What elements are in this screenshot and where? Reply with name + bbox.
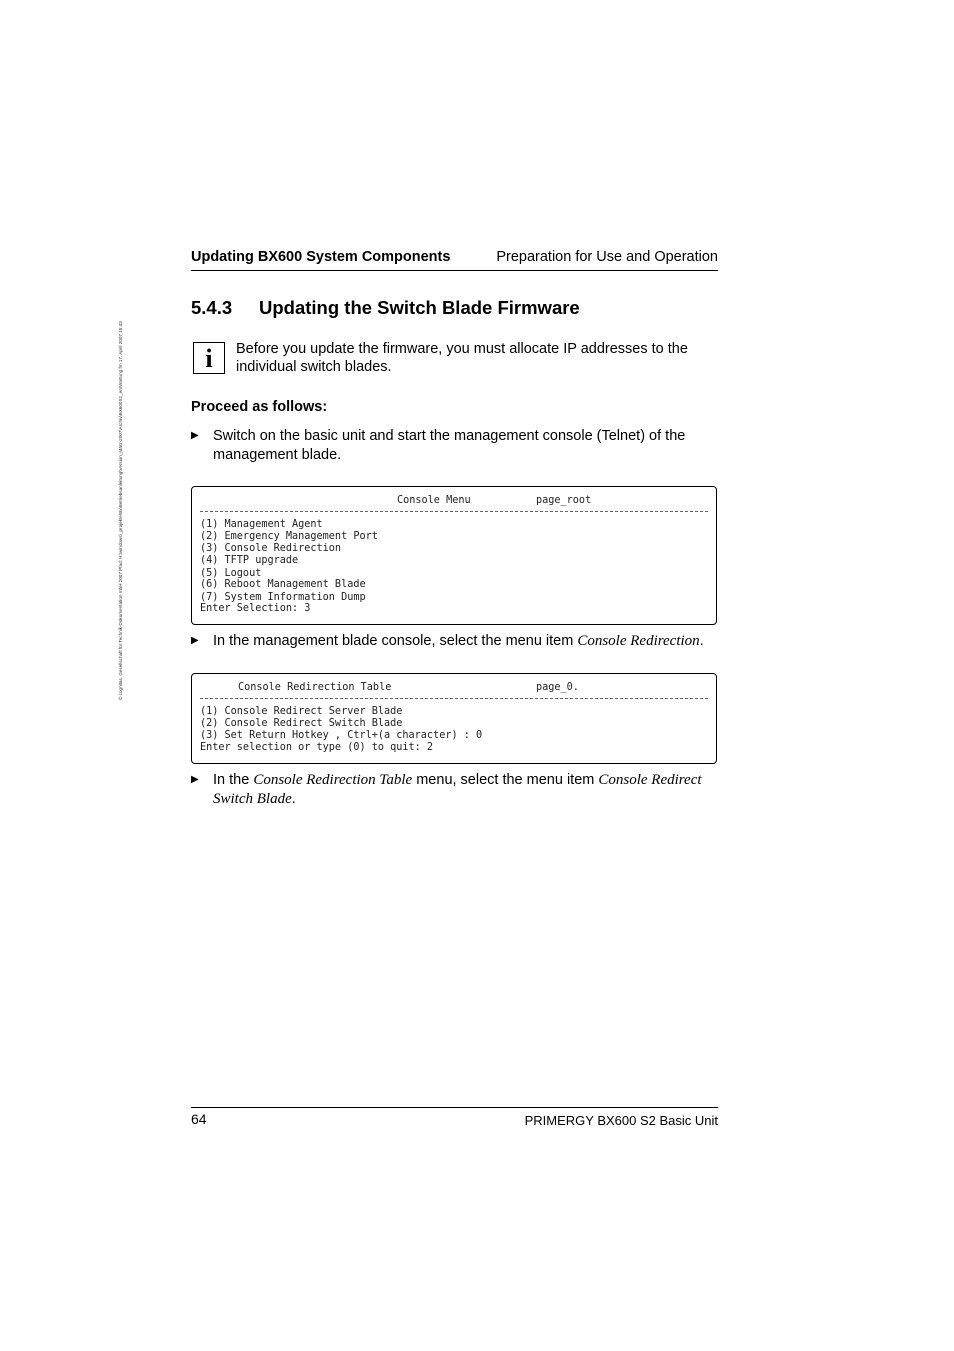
proceed-label: Proceed as follows: [191, 399, 328, 415]
console-menu-item: (5) Logout [200, 568, 262, 579]
step-2 [191, 632, 718, 652]
step-3-text-start: In the [213, 772, 254, 788]
console-menu-item: (4) TFTP upgrade [200, 555, 299, 566]
step-2-text [213, 632, 718, 651]
step-3-menu-name: Console Redirection Table [253, 772, 413, 788]
header-section: Preparation for Use and Operation [496, 249, 718, 265]
console-menu-item: (2) Console Redirect Switch Blade [200, 718, 403, 729]
console-redirection-page: page_0. [536, 682, 579, 693]
console-separator [200, 511, 708, 514]
section-title: Updating the Switch Blade Firmware [259, 297, 580, 318]
console-menu-page: page_root [536, 495, 592, 506]
console-redirection-screen [191, 673, 717, 764]
step-2-menu-item: Console Redirection [577, 633, 700, 649]
console-menu-item: (7) System Information Dump [200, 592, 366, 603]
console-menu-item: (6) Reboot Management Blade [200, 579, 366, 590]
running-header [191, 248, 718, 271]
step-3-text-end: . [291, 790, 296, 807]
running-footer [191, 1107, 718, 1130]
console-menu-item: (1) Console Redirect Server Blade [200, 706, 403, 717]
console-prompt: Enter Selection: 3 [200, 603, 311, 614]
step-arrow-icon: ▶ [191, 774, 199, 785]
page-number: 64 [191, 1111, 207, 1127]
console-menu-title: Console Menu [397, 495, 471, 506]
info-icon: i [193, 342, 225, 374]
step-2-text-start: In the management blade console, select the menu item [213, 633, 578, 649]
step-1 [191, 427, 718, 465]
console-menu-screen [191, 486, 717, 625]
step-2-text-end: . [699, 633, 704, 649]
section-number: 5.4.3 [191, 297, 233, 318]
console-menu-item: (3) Console Redirection [200, 543, 342, 554]
section-heading [191, 297, 580, 319]
step-1-text: Switch on the basic unit and start the management console (Telnet) of the management blade. [213, 428, 686, 463]
header-chapter: Updating BX600 System Components [191, 249, 451, 265]
product-name: PRIMERGY BX600 S2 Basic Unit [524, 1113, 718, 1128]
console-prompt: Enter selection or type (0) to quit: 2 [200, 742, 434, 753]
console-menu-item: (1) Management Agent [200, 519, 323, 530]
console-separator [200, 698, 708, 701]
step-3-menu-item: Console Redirect Switch Blade [213, 772, 702, 807]
console-menu-item: (3) Set Return Hotkey , Ctrl+(a character) : 0 [200, 730, 483, 741]
step-3-text [213, 771, 718, 808]
console-redirection-title: Console Redirection Table [238, 682, 392, 693]
console-menu-item: (2) Emergency Management Port [200, 531, 378, 542]
step-arrow-icon: ▶ [191, 635, 199, 646]
step-3 [191, 771, 718, 809]
side-margin-note [118, 240, 132, 700]
side-margin-text: © cognitas. Gesellschaft für Technik-Dokumentation mbH 2007 Pfad: H:\windows\_projekte\Bx\Betriebsanleitung\Version_März-2007\Archiv\BX600S2_en\Wartung.fm 17. April 2007 15:43 [118, 321, 123, 700]
info-note: Before you update the firmware, you must allocate IP addresses to the individual switch blades. [236, 341, 688, 375]
step-3-text-middle: menu, select the menu item [412, 772, 599, 788]
step-arrow-icon: ▶ [191, 430, 199, 441]
